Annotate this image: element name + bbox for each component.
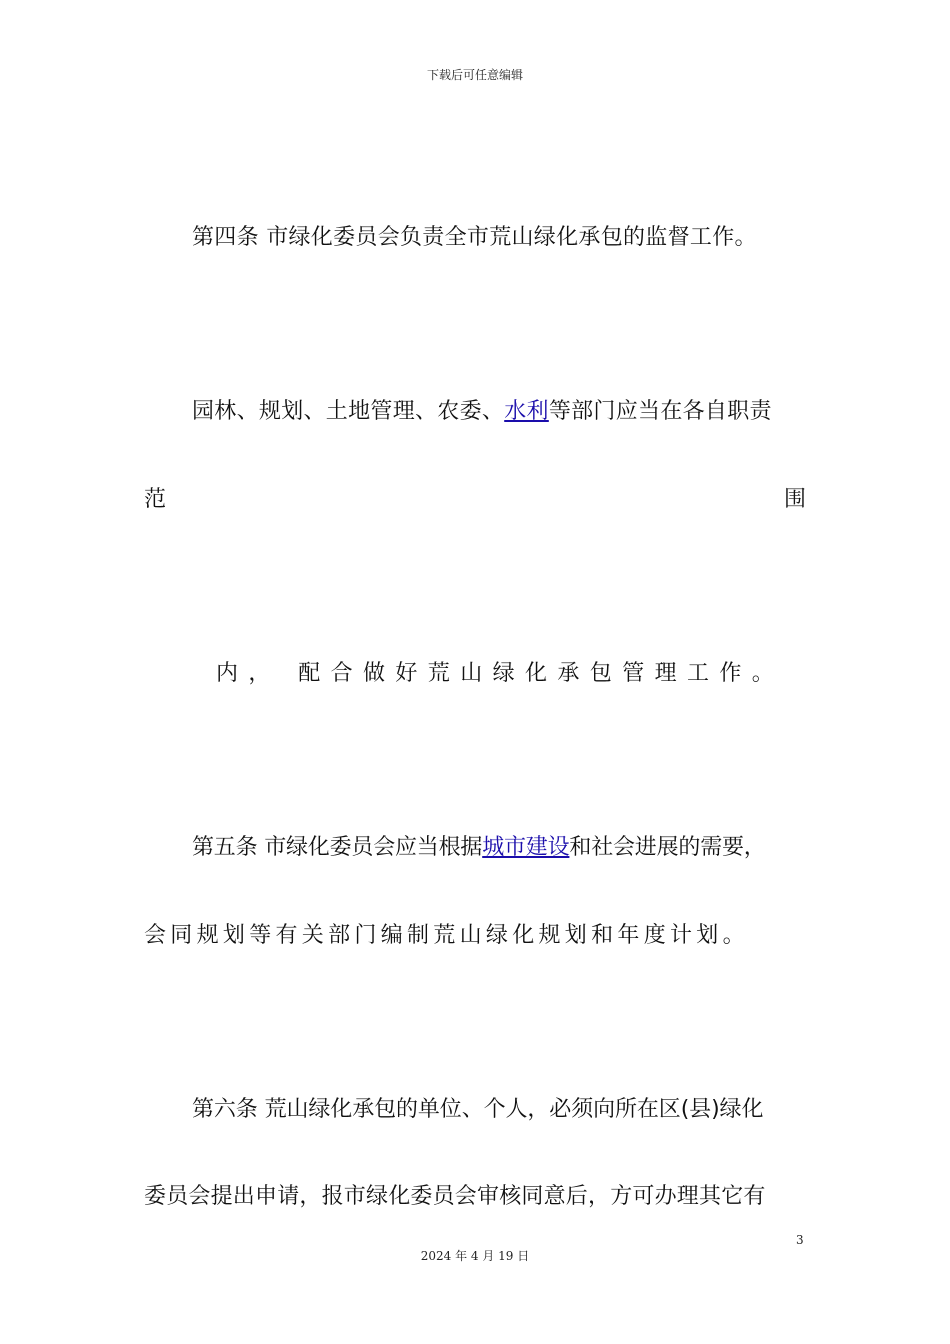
- footer-date: 2024 年 4 月 19 日: [420, 1249, 530, 1263]
- scope-char-right: 围: [784, 487, 807, 512]
- article-5-line: [192, 833, 766, 863]
- water-conservancy-link[interactable]: 水利: [504, 399, 549, 424]
- header-note: 下载后可任意编辑: [426, 68, 523, 82]
- departments-text-before: 园林、规划、土地管理、农委、: [192, 399, 505, 424]
- urban-construction-link[interactable]: 城市建设: [482, 835, 570, 860]
- article-4-line: 第四条 市绿化委员会负责全市荒山绿化承包的监督工作。: [192, 225, 757, 250]
- scope-char-left: 范: [144, 487, 167, 512]
- article-6-line: 第六条 荒山绿化承包的单位、个人，必须向所在区(县)绿化: [192, 1097, 764, 1122]
- page-number: 3: [796, 1233, 804, 1247]
- cooperate-line: 内， 配合做好荒山绿化承包管理工作。: [216, 661, 785, 686]
- departments-text-after: 等部门应当在各自职责: [548, 399, 772, 424]
- article-5-text-after: 和社会进展的需要，: [569, 835, 766, 860]
- application-line: 委员会提出申请，报市绿化委员会审核同意后，方可办理其它有: [144, 1184, 766, 1209]
- article-5-text-before: 第五条 市绿化委员会应当根据: [192, 835, 483, 860]
- departments-line: [192, 397, 772, 427]
- plan-line: 会同规划等有关部门编制荒山绿化规划和年度计划。: [144, 923, 749, 948]
